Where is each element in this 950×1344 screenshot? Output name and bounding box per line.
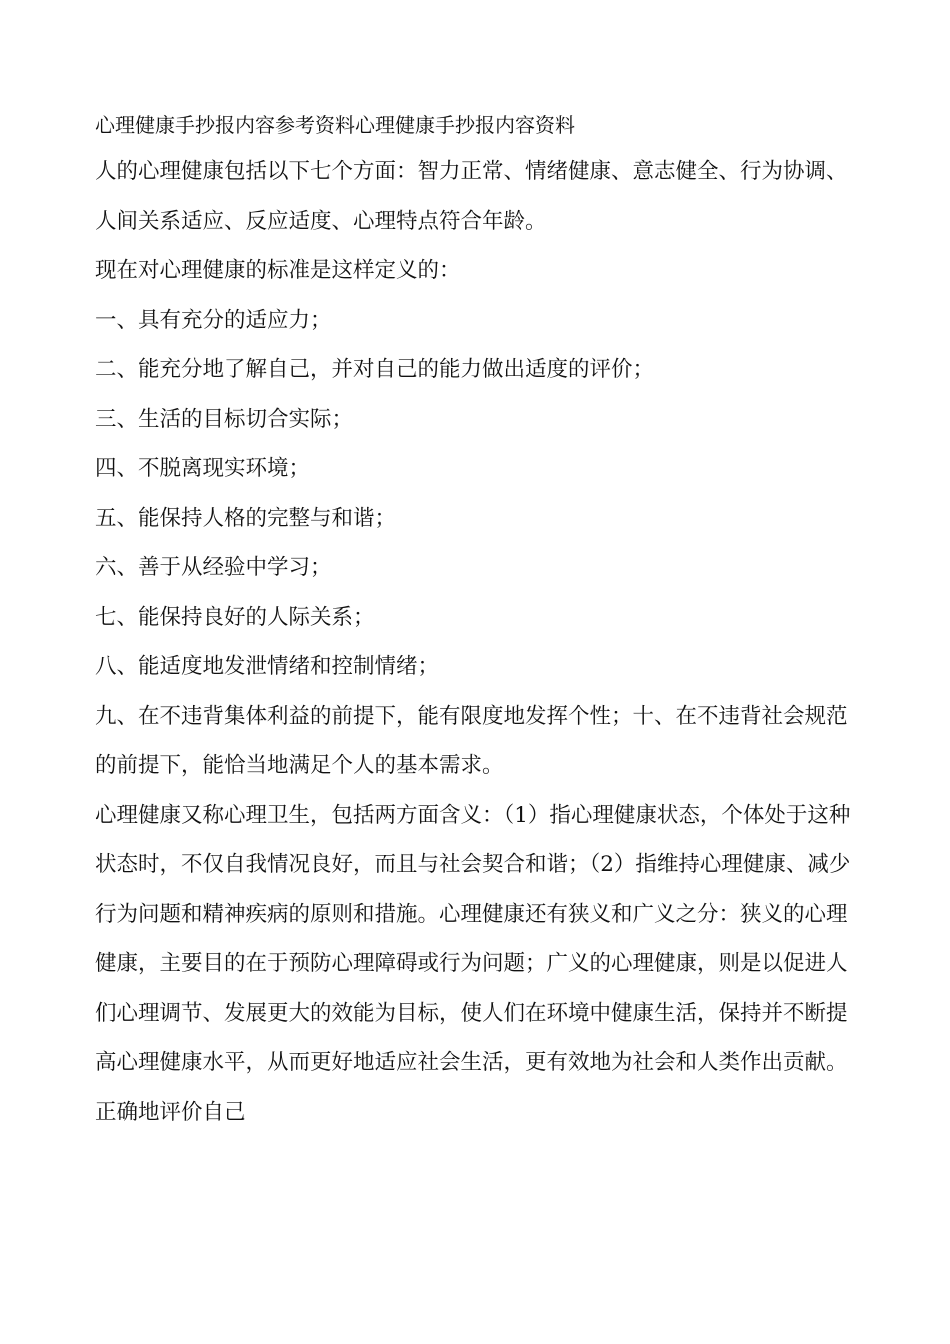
standard-items-9-10: 九、在不违背集体利益的前提下，能有限度地发挥个性；十、在不违背社会规范的前提下，能恰当地满足个人的基本需求。 xyxy=(95,703,848,778)
document-body xyxy=(95,103,855,1137)
standard-item-8: 八、能适度地发泄情绪和控制情绪； xyxy=(95,654,440,679)
standard-item-4: 四、不脱离现实环境； xyxy=(95,456,311,481)
standard-item-2: 二、能充分地了解自己，并对自己的能力做出适度的评价； xyxy=(95,357,655,382)
definition-paragraph: 心理健康又称心理卫生，包括两方面含义：（1）指心理健康状态，个体处于这种状态时，不仅自我情况良好，而且与社会契合和谐；（2）指维持心理健康、减少行为问题和精神疾病的原则和措施。心理健康还有狭义和广义之分：狭义的心理健康，主要目的在于预防心理障碍或行为问题；广义的心理健康，则是以促进人们心理调节、发展更大的效能为目标，使人们在环境中健康生活，保持并不断提高心理健康水平，从而更好地适应社会生活，更有效地为社会和人类作出贡献。 xyxy=(95,802,851,1075)
standard-item-1: 一、具有充分的适应力； xyxy=(95,307,332,333)
standard-item-6: 六、善于从经验中学习； xyxy=(95,555,332,580)
document-title: 心理健康手抄报内容参考资料心理健康手抄报内容资料 xyxy=(95,113,575,137)
standard-item-7: 七、能保持良好的人际关系； xyxy=(95,604,375,630)
intro-paragraph: 人的心理健康包括以下七个方面：智力正常、情绪健康、意志健全、行为协调、人间关系适应、反应适度、心理特点符合年龄。 xyxy=(95,159,848,234)
standards-lead: 现在对心理健康的标准是这样定义的： xyxy=(95,258,461,283)
standard-item-3: 三、生活的目标切合实际； xyxy=(95,406,354,432)
section-heading: 正确地评价自己 xyxy=(95,1099,246,1125)
standard-item-5: 五、能保持人格的完整与和谐； xyxy=(95,505,397,531)
